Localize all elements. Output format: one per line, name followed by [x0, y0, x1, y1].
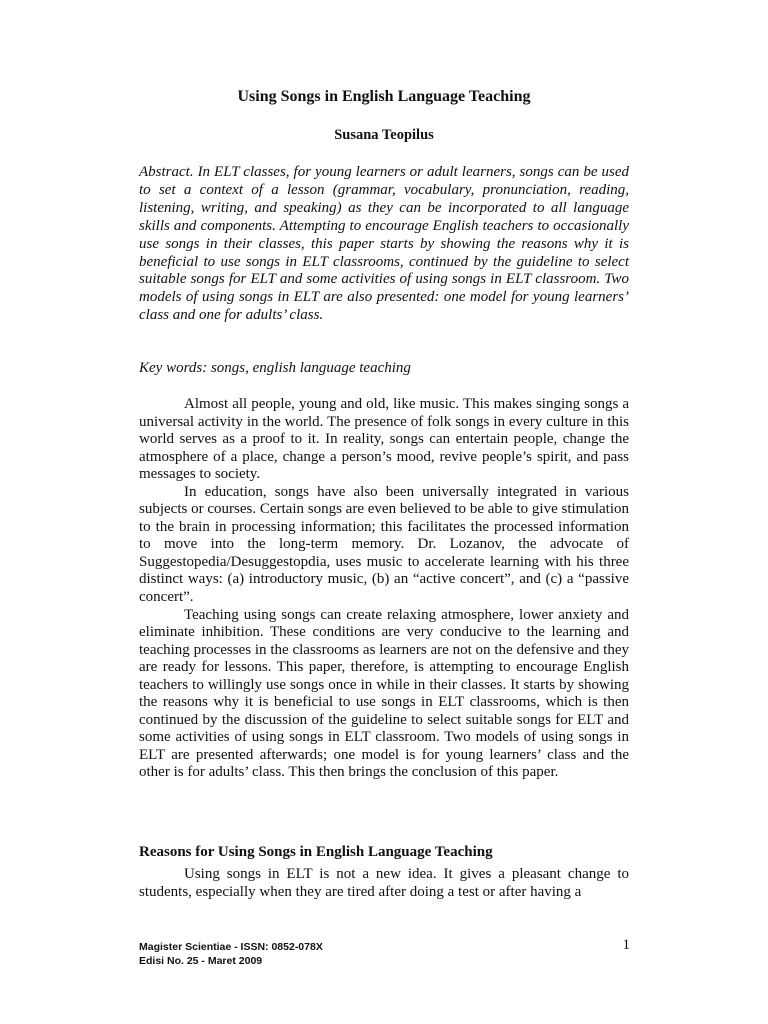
footer-edition: Edisi No. 25 - Maret 2009	[139, 955, 263, 967]
keywords-text: Key words: songs, english language teaching	[139, 360, 411, 376]
page-number: 1	[622, 937, 630, 953]
paper-title: Using Songs in English Language Teaching	[237, 88, 531, 105]
body-text	[139, 396, 629, 782]
abstract-text: Abstract. In ELT classes, for young learners or adult learners, songs can be used to set a context of a lesson (grammar, vocabulary, pronunciation, reading, listening, writing, and speaking) as they can be incorporated to all language skills and components. Attempting to encourage English teachers to occasionally use songs in their classes, this paper starts by showing the reasons why it is beneficial to use songs in ELT classrooms, continued by the guideline to select suitable songs for ELT and some activities of using songs in ELT classroom. Two models of using songs in ELT are also presented: one model for young learners’ class and one for adults’ class.	[139, 164, 629, 324]
page-footer	[139, 940, 629, 968]
paragraph-1: Almost all people, young and old, like music. This makes singing songs a universal activity in the world. The presence of folk songs in every culture in this world serves as a proof to it. In reality, songs can entertain people, change the atmosphere of a place, change a person’s mood, revive people’s spirit, and pass messages to society.	[139, 396, 629, 483]
paragraph-3: Teaching using songs can create relaxing atmosphere, lower anxiety and eliminate inhibition. These conditions are very conducive to the learning and teaching processes in the classrooms as learners are not on the defensive and they are ready for lessons. This paper, therefore, is attempting to encourage English teachers to willingly use songs once in while in their classes. It starts by showing the reasons why it is beneficial to use songs in ELT classrooms, which is then continued by the discussion of the guideline to select suitable songs for ELT and some activities of using songs in ELT classroom. Two models of using songs in ELT are presented afterwards; one model is for young learners’ class and the other is for adults’ class. This then brings the conclusion of this paper.	[139, 606, 629, 781]
section-body	[139, 865, 629, 901]
footer-journal: Magister Scientiae - ISSN: 0852-078X	[139, 941, 323, 953]
author-name: Susana Teopilus	[334, 127, 434, 143]
section-paragraph: Using songs in ELT is not a new idea. It gives a pleasant change to students, especially when they are tired after doing a test or after having a	[139, 866, 629, 900]
section-heading: Reasons for Using Songs in English Language Teaching	[139, 844, 493, 860]
paragraph-2: In education, songs have also been universally integrated in various subjects or courses. Certain songs are even believed to be able to give stimulation to the brain in processing information; this facilitates the processed information to move into the long-term memory. Dr. Lozanov, the advocate of Suggestopedia/Desuggestopdia, uses music to accelerate learning with his three distinct ways: (a) introductory music, (b) an “active concert”, and (c) a “passive concert”.	[139, 483, 629, 606]
